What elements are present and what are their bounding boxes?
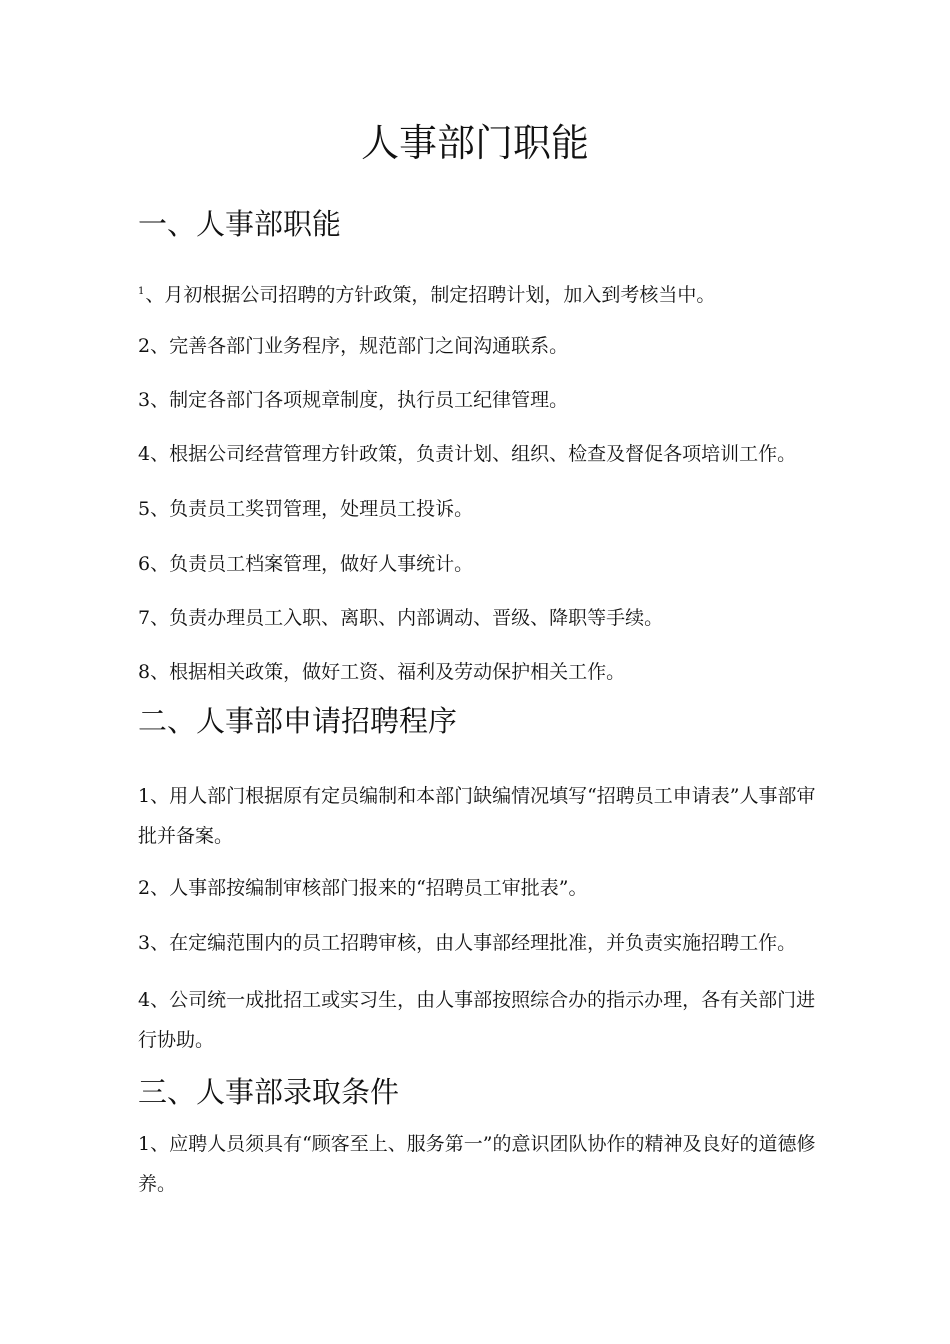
list-item: 3、制定各部门各项规章制度，执行员工纪律管理。 — [138, 389, 569, 411]
section-heading-hiring-conditions: 三、人事部录取条件 — [138, 1075, 400, 1109]
list-item: 2、完善各部门业务程序，规范部门之间沟通联系。 — [138, 335, 569, 357]
section-heading-functions: 一、人事部职能 — [138, 207, 342, 241]
list-item: 7、负责办理员工入职、离职、内部调动、晋级、降职等手续。 — [138, 607, 664, 629]
list-item: 4、公司统一成批招工或实习生，由人事部按照综合办的指示办理，各有关部门进行协助。 — [138, 989, 816, 1051]
list-item: 6、负责员工档案管理，做好人事统计。 — [138, 553, 474, 575]
document-title: 人事部门职能 — [360, 121, 589, 165]
list-item: 1、应聘人员须具有“顾客至上、服务第一”的意识团队协作的精神及良好的道德修养。 — [138, 1133, 816, 1195]
list-item: 2、人事部按编制审核部门报来的“招聘员工审批表”。 — [138, 877, 588, 899]
list-item: 5、负责员工奖罚管理，处理员工投诉。 — [138, 498, 474, 520]
list-item: 4、根据公司经营管理方针政策，负责计划、组织、检查及督促各项培训工作。 — [138, 443, 797, 465]
list-item: 1、用人部门根据原有定员编制和本部门缺编情况填写“招聘员工申请表”人事部审批并备案。 — [138, 785, 816, 847]
list-item: 3、在定编范围内的员工招聘审核，由人事部经理批准，并负责实施招聘工作。 — [138, 932, 797, 954]
item-text: 、月初根据公司招聘的方针政策，制定招聘计划，加入到考核当中。 — [145, 284, 716, 306]
item-number: 1 — [138, 286, 145, 297]
section-heading-recruit-procedure: 二、人事部申请招聘程序 — [138, 704, 458, 738]
list-item: 8、根据相关政策，做好工资、福利及劳动保护相关工作。 — [138, 661, 626, 683]
list-item — [138, 276, 715, 311]
